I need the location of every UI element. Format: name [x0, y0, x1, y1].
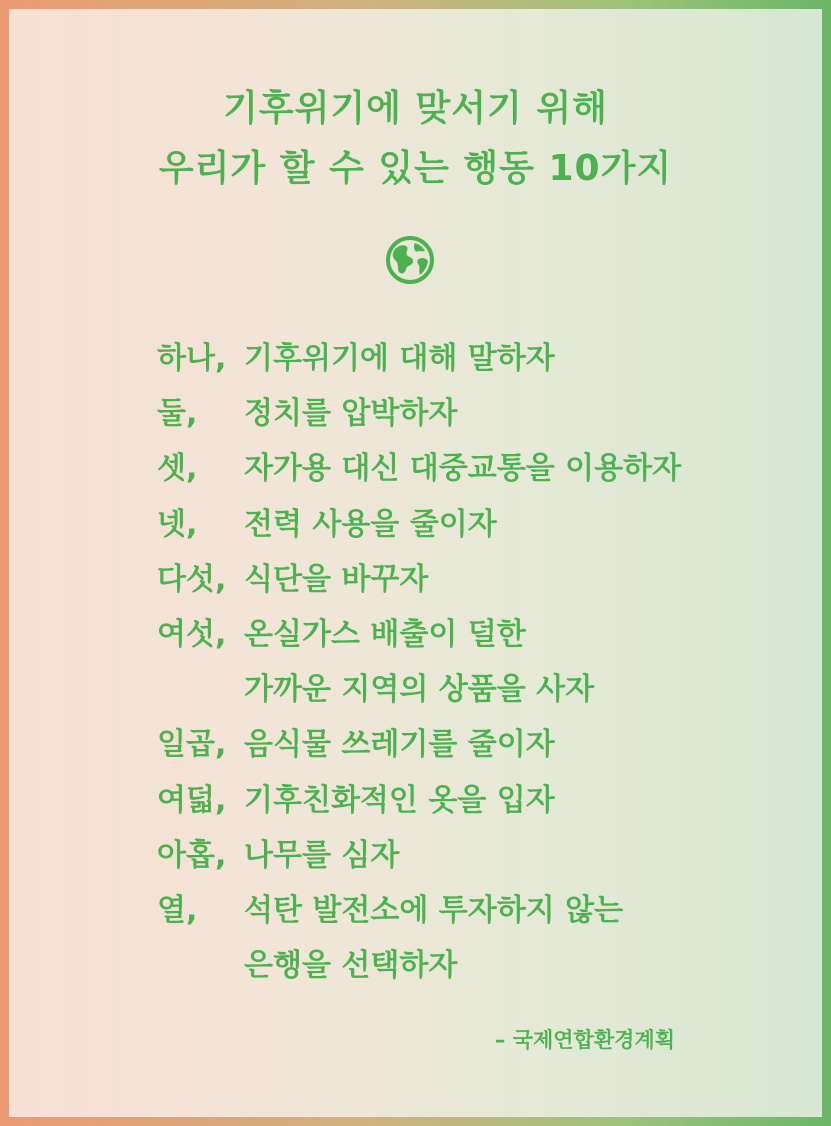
item-number: 열,	[157, 893, 198, 928]
item-number: 다섯,	[157, 562, 227, 597]
item-text: 음식물 쓰레기를 줄이자	[244, 727, 555, 762]
item-text: 온실가스 배출이 덜한	[244, 617, 526, 652]
item-text: 기후친화적인 옷을 입자	[244, 783, 555, 818]
globe-icon	[385, 235, 435, 285]
item-number: 아홉,	[157, 838, 227, 873]
item-number: 여섯,	[157, 617, 227, 652]
item-number: 넷,	[157, 507, 198, 542]
item-text: 석탄 발전소에 투자하지 않는	[244, 893, 624, 928]
item-text: 기후위기에 대해 말하자	[244, 341, 555, 376]
item-number: 셋,	[157, 451, 198, 486]
item-text: 전력 사용을 줄이자	[244, 507, 497, 542]
item-number: 여덟,	[157, 783, 227, 818]
item-text: 정치를 압박하자	[244, 396, 458, 431]
item-text: 나무를 심자	[244, 838, 400, 873]
item-number: 하나,	[157, 341, 227, 376]
item-number: 일곱,	[157, 727, 227, 762]
item-text: 자가용 대신 대중교통을 이용하자	[244, 451, 682, 486]
item-text: 가까운 지역의 상품을 사자	[244, 672, 595, 707]
source-attribution: – 국제연합환경계획	[494, 1028, 675, 1052]
title-line-1: 기후위기에 맞서기 위해	[223, 88, 608, 129]
poster-frame	[9, 9, 822, 1117]
title-line-2: 우리가 할 수 있는 행동 10가지	[158, 148, 673, 189]
item-text: 은행을 선택하자	[244, 948, 458, 983]
item-number: 둘,	[157, 396, 198, 431]
item-text: 식단을 바꾸자	[244, 562, 429, 597]
